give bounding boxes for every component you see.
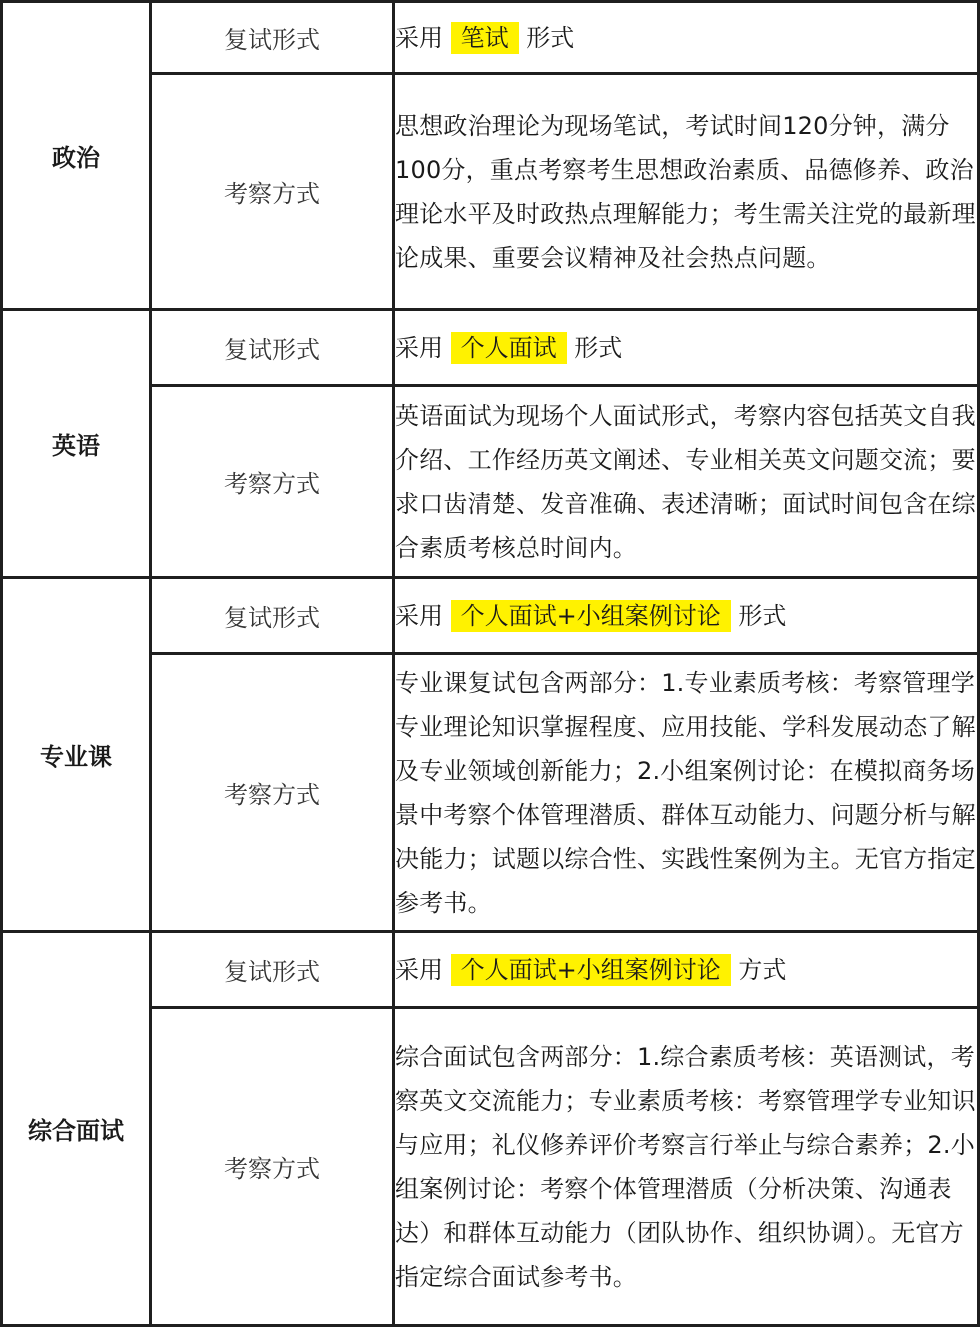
table-row	[2, 578, 979, 654]
method-label: 考察方式	[151, 654, 394, 932]
method-text: 综合面试包含两部分：1.综合素质考核：英语测试，考察英文交流能力；专业素质考核：考察管理学专业知识与应用；礼仪修养评价考察言行举止与综合素养；2.小组案例讨论：考察个体管理潜质（分析决策、沟通表达）和群体互动能力（团队协作、组织协调）。无官方指定综合面试参考书。	[394, 1008, 979, 1326]
format-prefix: 采用	[395, 955, 443, 984]
method-label: 考察方式	[151, 386, 394, 578]
format-suffix: 形式	[738, 601, 787, 630]
format-value	[394, 2, 979, 74]
table-row	[2, 932, 979, 1008]
method-text: 专业课复试包含两部分：1.专业素质考核：考察管理学专业理论知识掌握程度、应用技能、学科发展动态了解及专业领域创新能力；2.小组案例讨论：在模拟商务场景中考察个体管理潜质、群体互动能力、问题分析与解决能力；试题以综合性、实践性案例为主。无官方指定参考书。	[394, 654, 979, 932]
subject-major: 专业课	[2, 578, 151, 932]
method-text: 英语面试为现场个人面试形式，考察内容包括英文自我介绍、工作经历英文阐述、专业相关英文问题交流；要求口齿清楚、发音准确、表述清晰；面试时间包含在综合素质考核总时间内。	[394, 386, 979, 578]
table-row	[2, 2, 979, 74]
format-suffix: 形式	[526, 23, 575, 52]
format-prefix: 采用	[395, 23, 443, 52]
format-prefix: 采用	[395, 333, 443, 362]
format-label: 复试形式	[151, 578, 394, 654]
subject-comprehensive: 综合面试	[2, 932, 151, 1326]
format-highlight: 个人面试	[451, 332, 567, 364]
format-label: 复试形式	[151, 932, 394, 1008]
format-label: 复试形式	[151, 310, 394, 386]
method-label: 考察方式	[151, 1008, 394, 1326]
subject-english: 英语	[2, 310, 151, 578]
format-value	[394, 578, 979, 654]
format-suffix: 方式	[738, 955, 787, 984]
format-value	[394, 932, 979, 1008]
format-label: 复试形式	[151, 2, 394, 74]
subject-politics: 政治	[2, 2, 151, 310]
format-suffix: 形式	[574, 333, 623, 362]
format-prefix: 采用	[395, 601, 443, 630]
format-highlight: 个人面试+小组案例讨论	[451, 600, 731, 632]
format-highlight: 笔试	[451, 22, 519, 54]
method-label: 考察方式	[151, 74, 394, 310]
method-text: 思想政治理论为现场笔试，考试时间120分钟，满分100分，重点考察考生思想政治素质、品德修养、政治理论水平及时政热点理解能力；考生需关注党的最新理论成果、重要会议精神及社会热点问题。	[394, 74, 979, 310]
format-highlight: 个人面试+小组案例讨论	[451, 954, 731, 986]
format-value	[394, 310, 979, 386]
table-row	[2, 310, 979, 386]
